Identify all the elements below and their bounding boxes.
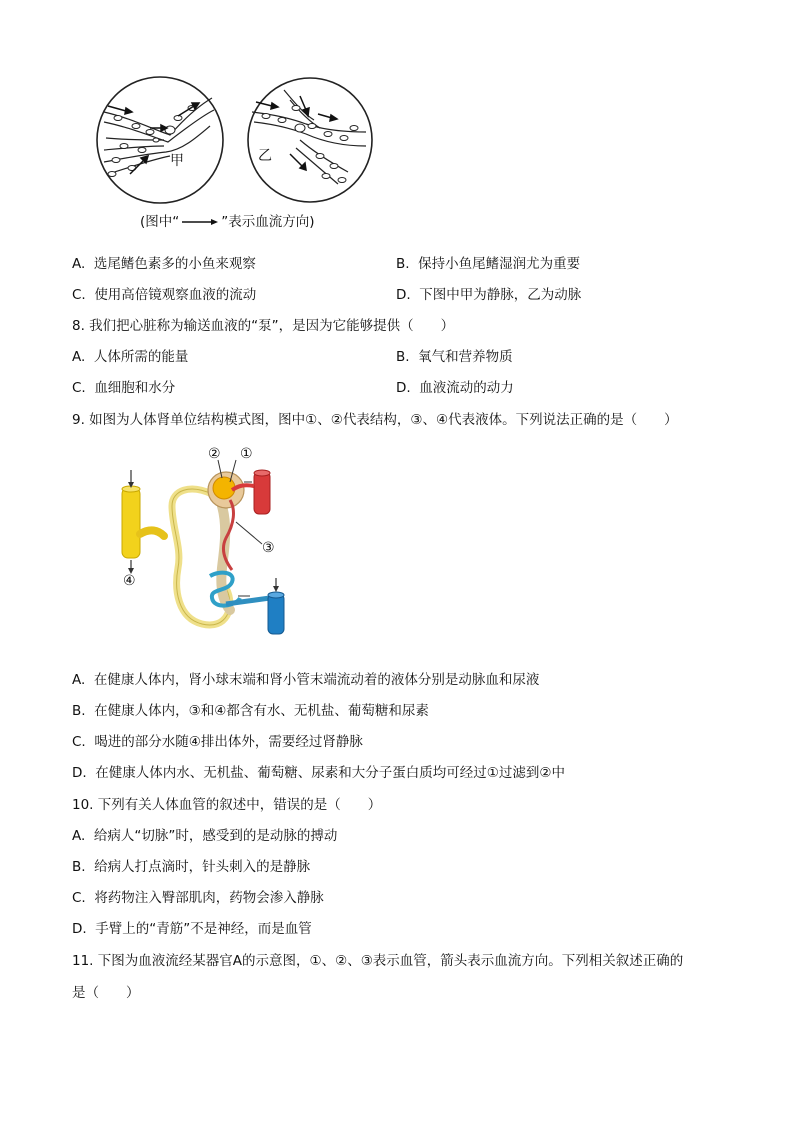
q9-option-d: D. 在健康人体内水、无机盐、葡萄糖、尿素和大分子蛋白质均可经过①过滤到②中 xyxy=(72,765,565,781)
q11-stem-line2: 是（ ） xyxy=(72,985,140,1001)
q8-option-d: D. 血液流动的动力 xyxy=(396,380,514,396)
microscope-field-yi xyxy=(248,78,372,202)
nephron-diagram xyxy=(0,438,794,648)
q7-option-c: C. 使用高倍镜观察血液的流动 xyxy=(72,287,257,303)
q7-option-a: A. 选尾鳍色素多的小鱼来观察 xyxy=(72,256,256,272)
label-three: ③ xyxy=(262,540,275,556)
q10-option-a: A. 给病人“切脉”时，感受到的是动脉的搏动 xyxy=(72,828,338,844)
microscope-figure xyxy=(0,0,794,210)
caption-suffix: ”表示血流方向) xyxy=(221,214,315,230)
label-yi: 乙 xyxy=(258,148,272,164)
caption-prefix: (图中“ xyxy=(140,214,180,230)
q8-option-c: C. 血细胞和水分 xyxy=(72,380,176,396)
q9-option-c: C. 喝进的部分水随④排出体外，需要经过肾静脉 xyxy=(72,734,363,750)
figure-caption xyxy=(140,212,315,232)
q10-option-d: D. 手臂上的“青筋”不是神经，而是血管 xyxy=(72,921,312,937)
q11-stem-line1: 11. 下图为血液流经某器官A的示意图，①、②、③表示血管，箭头表示血流方向。下列相关叙述正确的 xyxy=(72,953,684,969)
q9-option-a: A. 在健康人体内，肾小球末端和肾小管末端流动着的液体分别是动脉血和尿液 xyxy=(72,672,540,688)
q9-stem: 9. 如图为人体肾单位结构模式图，图中①、②代表结构，③、④代表液体。下列说法正确的是（ ） xyxy=(72,412,678,428)
label-one: ① xyxy=(240,446,253,462)
arrow-icon xyxy=(181,218,219,226)
label-four: ④ xyxy=(123,573,136,589)
microscope-field-jia xyxy=(97,77,223,203)
q8-option-b: B. 氧气和营养物质 xyxy=(396,349,513,365)
label-two: ② xyxy=(208,446,221,462)
q7-option-b: B. 保持小鱼尾鳍湿润尤为重要 xyxy=(396,256,581,272)
q7-option-d: D. 下图中甲为静脉，乙为动脉 xyxy=(396,287,582,303)
q9-option-b: B. 在健康人体内，③和④都含有水、无机盐、葡萄糖和尿素 xyxy=(72,703,429,719)
q10-stem: 10. 下列有关人体血管的叙述中，错误的是（ ） xyxy=(72,797,382,813)
q10-option-c: C. 将药物注入臀部肌肉，药物会渗入静脉 xyxy=(72,890,324,906)
q8-stem: 8. 我们把心脏称为输送血液的“泵”，是因为它能够提供（ ） xyxy=(72,318,455,334)
q10-option-b: B. 给病人打点滴时，针头刺入的是静脉 xyxy=(72,859,311,875)
q8-option-a: A. 人体所需的能量 xyxy=(72,349,189,365)
label-jia: 甲 xyxy=(170,153,184,169)
